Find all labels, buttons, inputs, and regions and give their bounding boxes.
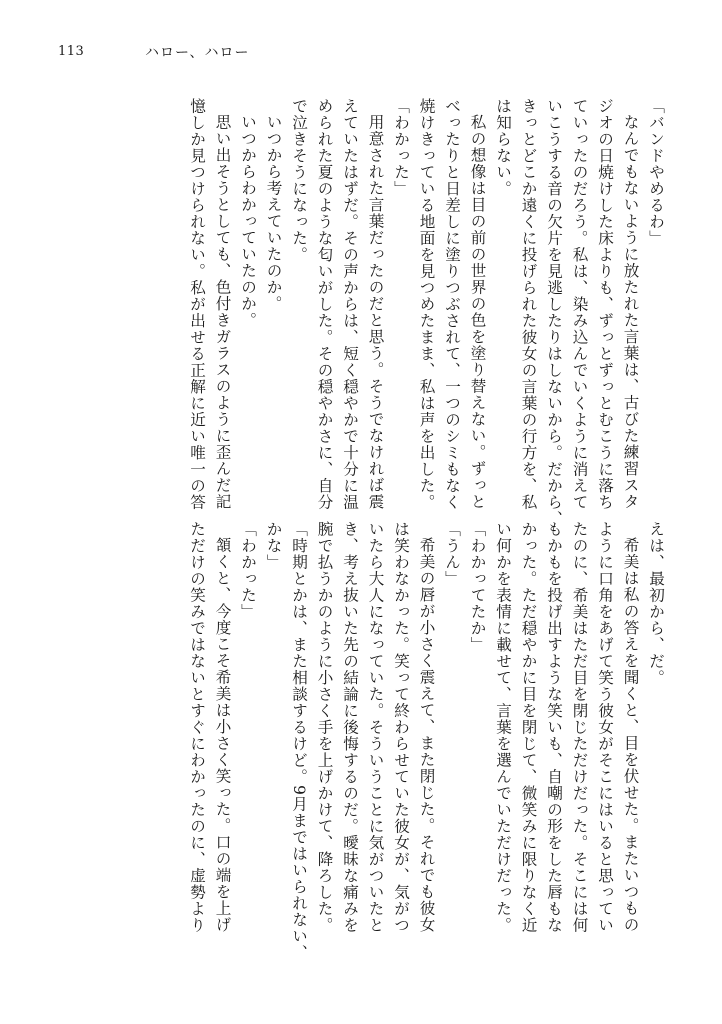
text-line: い何かを表情に載せて、言葉を選んでいただけだった。 [494, 521, 512, 934]
text-line: なんでもないように放たれた言葉は、古びた練習スタ [621, 113, 640, 510]
text-line: べったりと日差しに塗りつぶされて、一つのシミもなく [443, 98, 461, 511]
text-line: 焼けきっている地面を見つめたまま、私は声を出した。 [417, 98, 436, 511]
text-line: ていったのだろう。私は、染み込んでいくように消えて [570, 98, 589, 511]
text-line: 「時期とかは、また相談するけど。9月まではいられない、 [290, 521, 308, 961]
text-line: 「わかってたか」 [468, 521, 487, 653]
text-line: いたら大人になっていた。そういうことに気がついたと [366, 521, 385, 934]
text-line: いつから考えていたのか。 [264, 113, 283, 312]
text-line: 希美の唇が小さく震えて、また閉じた。それでも彼女 [417, 536, 436, 933]
text-line: いつからわかっていたのか。 [239, 113, 257, 329]
text-line: ジオの日焼けした床よりも、ずっとずっとむこうに落ち [596, 98, 614, 511]
text-line: かった。ただ穏やかに目を閉じて、微笑みに限りなく近 [519, 521, 538, 934]
text-line: 「バンドやめるわ」 [647, 98, 665, 247]
text-line: 用意された言葉だったのだと思う。そうでなければ震 [366, 113, 385, 510]
text-line: 「わかった」 [239, 521, 257, 620]
text-line: で泣きそうになった。 [290, 98, 308, 263]
text-line: 「わかった」 [392, 98, 410, 197]
text-line: もかもを投げ出すような笑いも、自嘲の形をした唇もな [545, 521, 563, 934]
page-number: 113 [58, 44, 85, 59]
text-line: ように口角をあげて笑う彼女がそこにはいると思ってい [596, 521, 614, 934]
text-line: 「うん」 [443, 521, 461, 587]
text-line: えていたはずだ。その声からは、短く穏やかで十分に温 [341, 98, 359, 511]
text-line: は笑わなかった。笑って終わらせていた彼女が、気がつ [392, 521, 410, 934]
text-line: められた夏のような匂いがした。その穏やかさに、自分 [315, 98, 334, 511]
lower-text-column-block [184, 521, 669, 961]
text-line: いこうする音の欠片を見逃したりはしないから。だから、 [545, 98, 563, 527]
upper-text-column-block [184, 98, 669, 527]
running-title: ハロー、ハロー [145, 45, 250, 61]
text-line: かな」 [264, 521, 283, 571]
text-line: 希美は私の答えを聞くと、目を伏せた。またいつもの [621, 536, 640, 933]
text-line: は知らない。 [494, 98, 512, 197]
text-line: 憶しか見つけられない。私が出せる正解に近い唯一の答 [188, 98, 206, 511]
text-line: 腕で払うかのように小さく手を上げかけて、降ろした。 [315, 521, 334, 934]
text-line: ただけの笑みではないとすぐにわかったのに、虚勢より [188, 521, 206, 934]
text-line: き、考え抜いた先の結論に後悔するのだ。曖昧な痛みを [341, 521, 359, 934]
text-line: きっとどこか遠くに投げられた彼女の言葉の行方を、私 [519, 98, 538, 511]
text-line: 頷くと、今度こそ希美は小さく笑った。口の端を上げ [213, 536, 232, 933]
text-line: 私の想像は目の前の世界の色を塗り替えない。ずっと [468, 113, 487, 510]
text-line: 思い出そうとしても、色付きガラスのように歪んだ記 [213, 113, 232, 510]
text-line: たのに、希美はただ目を閉じただけだった。そこには何 [570, 521, 589, 934]
text-line: えは、最初から、だ。 [647, 521, 665, 686]
